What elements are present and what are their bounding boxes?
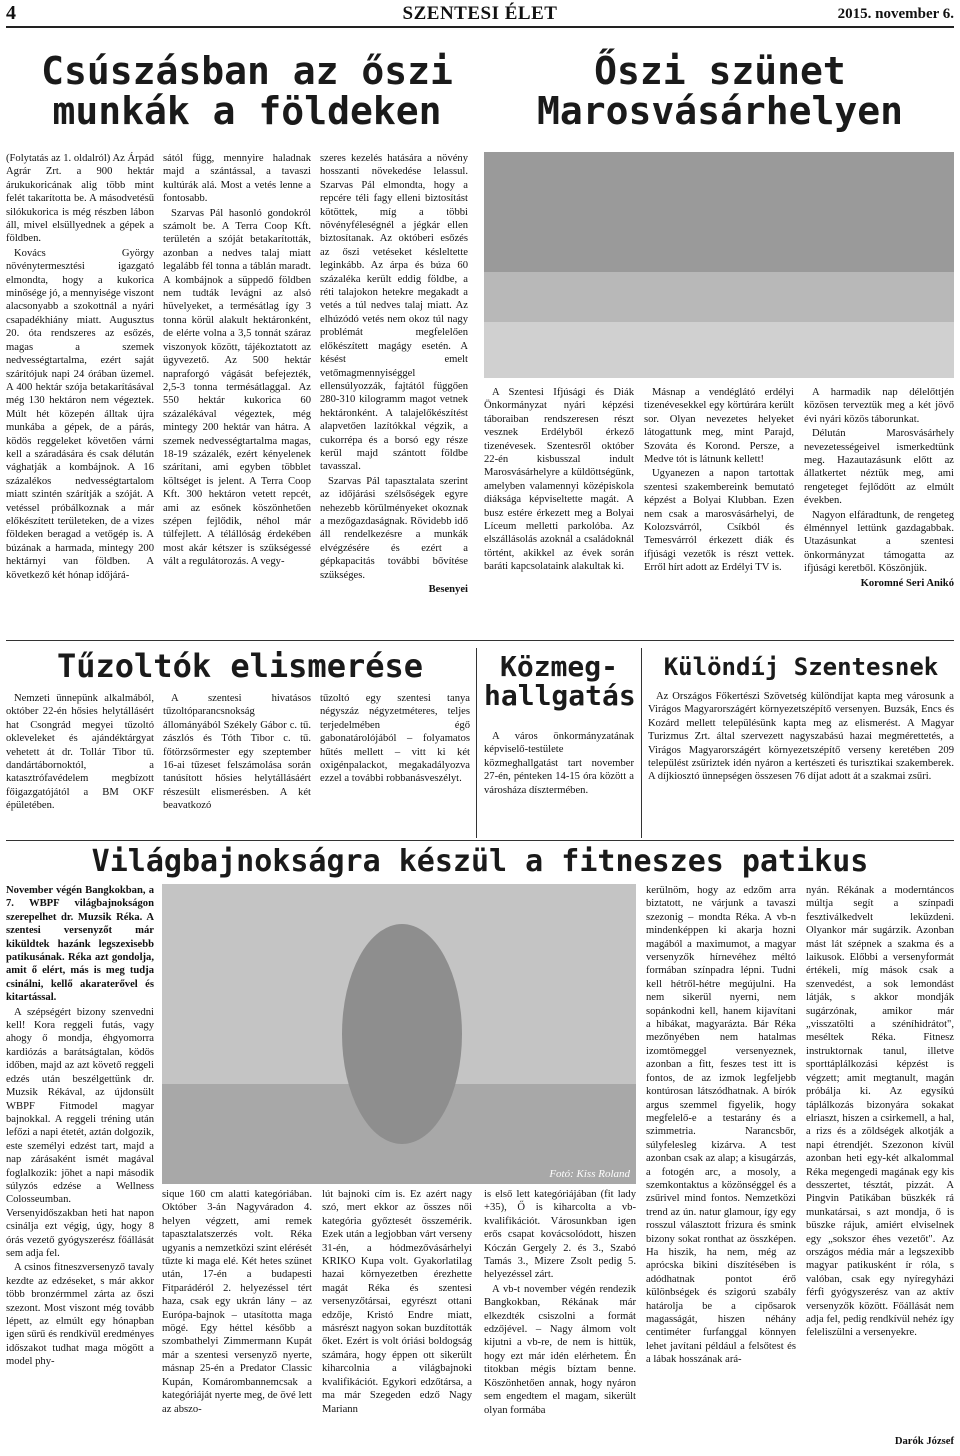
article1-title: [22, 49, 472, 133]
article1-col1-p2: Kovács György növénytermesztési igazgató elmondta, hogy a kukorica minősége jó, a mennyisége viszont alacsonyabb a szokottnál a nyári csapadékhiány miatt. Augusztus 20. óta rendszeres az esőzés, magas a szemek nedvességtartalma, ezért saját szárítójuk napi 24 órában üzemel. A 400 hektár szója betakarításával még 130 hektáron nem végeztek. Múlt hét közepén álltak újra munkába a gépek, de a párás, ködös reggeleket követően várni kell a száradására és csak délután vághatják a kombájnok. A 16 százalékos nedvességtartalom miatt szintén szárítják a szóját. A vetéssel próbálkoznak a már előkészített területeken, de a vizes földeken beragad a vetőgép is. A búzának a harmada, mintegy 200 hektárnyi van földben. A következő két hónap időjárá-: [6, 247, 154, 581]
article6-col4-lower-p2: A vb-t november végén rendezik Bangkokban, Rékának már elkezdték csiszolni a formát edzőjével. – Nagy álmom volt kijutni a vb-re, de nem is hittük, hogy ezt már idén elérhetem. Én titokban mégis bíztam benne. Köszönhetően annak, hogy nyáron sem engedtem el magam, sikerült olyan formába: [484, 1283, 636, 1416]
page-number: 4: [6, 2, 16, 24]
article2-col3-p3: Nagyon elfáradtunk, de rengeteg élménnyel lettünk gazdagabbak. Utazásunkat a szentesi önkormányzat támogatta az ifjúsági keretből. Köszönjük.: [804, 509, 954, 575]
paper-name: SZENTESI ÉLET: [402, 3, 558, 24]
article6-col5-p: nyán. Rékának a moderntáncos múltja segít a színpadi fesztiválkedvelt leküzdeni. Olyankor már sugárzik. Azonban mást lát szépnek a szakma és a laikusok. Előbbi a versenyformát értékeli, míg mások csak a szenvedést, a sok lemondást látják, s akkor mondják sugárzónak, amikor már „visszatölti a széníhidrátot", meséltek Réka. Fitnesz instruktornak tanul, illetve sporttáplálkozási képzést is végzett; amit megtanult, magán próbálja ki. Az egysíkú táplálkozás bizonyára sokakat elriaszt, hiszen a csirkemell, a hal, a rizs és a zöldségek alkotják a napi étrendjét. Szezonon kívül azonban heti egy-két alkalommal Réka megengedi magának egy kis desszertet, tésztát, pizzát. A Pingvin Patikában büszkék rá munkatársai, s azt mondja, ő is büszke rájuk, amiért elviselnek egy „sokszor éhes vezetőt". Az országos média már a legszexibb magyar patikusként ír róla, s valóban, csak egy nyíregyházi férfi gyógyszerész van az aktív versenyzők között. Főállását nem adja fel, pedig rendkívül nehéz így feleliszülni a versenyekre.: [806, 885, 954, 1339]
article6-col1: [6, 884, 154, 1454]
article2-col3: [804, 386, 954, 631]
article1-title-line1: Csúszásban az őszi: [41, 49, 453, 93]
article2-title-line1: Őszi szünet: [594, 49, 846, 93]
article1-col3-p2: Szarvas Pál tapasztalata szerint az időjárási szélsőségek egyre nehezebb körülményeket okoznak a mezőgazdaságnak. Rövidebb idő áll rendelkezésre a munkák elvégzésére és ezért a gépkapacitás további bővítése szükséges.: [320, 475, 468, 581]
article6-col4-lower-p1: is első lett kategóriájában (fit lady +35), Ő is kiharcolta a vb-kvalifikációt. Városunkban igen erős csapat kovácsolódott, hiszen Kóczán Gergely 2. és 3., Szabó Tamás 3., Mizere Zsolt pedig 5. helyezéssel zárt.: [484, 1189, 636, 1281]
article3-col3-p: tűzoltó egy szentesi tanya négyszáz négyzetméteres, teljes terjedelmében égő gabonatárolójából – folyamatos hűtés mellett – vitt ki két oxigénpalackot, megakadályozva ezzel a további robbanásveszélyt.: [320, 693, 470, 785]
group-photo: [484, 152, 954, 378]
fitness-photo: [162, 884, 636, 1184]
article3-col1-p: Nemzeti ünnepünk alkalmából, október 22-én hősies helytállásért hat Csongrád megyei tűzoltó okleveleket és ajándéktárgyat vehetett át dr. Tollár Tibor tű. dandártábornoktól, a katasztrófavédelem megbízott főigazgatójától a BM OKF épületében.: [6, 693, 154, 812]
article3-title: Tűzoltók elismerése: [56, 647, 424, 685]
article6-col3-p: lút bajnoki cím is. Ez azért nagy szó, mert ekkor az összes női kategória győztesét összemérik. Ezek után a legjobban várt verseny 31-én, a hódmezővásárhelyi KRIKO Kupa volt. Gyakorlatilag hazai környezetben érezhette magát Réka és szentesi versenyzőtársai, egyrészt ottani edzője, Kristó Endre miatt, másrészt nagyon sokan buzdították őket. Ezért is volt óriási boldogság számára, hogy éppen ott sikerült kiharcolnia a világbajnoki kvalifikációt. Egykori edzőtársa, a ma már Szegeden edző Nagy Mariann: [322, 1189, 472, 1415]
article2-title-line2: Marosvásárhelyen: [536, 88, 904, 133]
article3-col2: [163, 692, 311, 832]
article6-col2: [162, 1188, 312, 1454]
article1-signature: Besenyei: [428, 584, 468, 595]
article6-col3: [322, 1188, 472, 1454]
article6-col1-p1: A szépségért bizony szenvedni kell! Kora reggeli futás, vagy ahogy ő mondja, éhgyomorra kardiózás a barátságtalan, ködös időben, majd az azt követő reggeli edzés után beszélgettünk dr. Muzsik Rékával, az újdonsült WBPF Fitmodel magyar bajnokkal. A reggeli tréning után lefőzi a napi étetét, aztán dolgozik, este személyi edzést tart, majd a nap zárásaként ismét magával foglalkozik: jöhet a napi második súlyzós edzése a Wellness Colosseumban. Versenyidőszakban heti hat napon csinálja ezt végig, úgy, hogy 8 órás vezető gyógyszerész főállását sem adja fel.: [6, 1006, 154, 1259]
article2-title: [485, 49, 955, 133]
photo-caption: Fotó: Kiss Roland: [549, 1168, 630, 1180]
article3-col3: [320, 692, 470, 832]
article6-title: Világbajnokságra készül a fitneszes patikus: [91, 844, 869, 879]
divider-top: [6, 640, 954, 641]
article3-col1: [6, 692, 154, 832]
divider-v2: [641, 648, 642, 838]
masthead: [6, 0, 954, 28]
article4-body-p: A város önkormányzatának képviselő-testülete közmeghallgatást tart november 27-én, pénteken 14-15 óra között a városháza dísztermében.: [484, 731, 634, 796]
article1-col2-p1: sától függ, mennyire haladnak majd a szántással, a tavaszi kultúrák alá. Most a vetés lenne a fontosabb.: [163, 153, 311, 205]
article4-title-line2: hallgatás: [484, 679, 636, 713]
article4-title-line1: Közmeg-: [499, 650, 618, 683]
article6-signature: Darók József: [894, 1436, 954, 1447]
article3-col2-p: A szentesi hivatásos tűzoltóparancsnokság állományából Székely Gábor c. tű. zászlós és Tóth Tibor c. tű. főtörzsőrmester egy szeptember 16-ai tűzeset felszámolása során tanúsított hősies helytállásáért részesült elismerésben. A két beavatkozó: [163, 693, 311, 812]
article2-col3-p1: A harmadik nap délelőttjén közösen terveztük meg a két jövő évi nyári közös táborunkat.: [804, 387, 954, 425]
article2-col2-p2: Ugyanezen a napon tartottak szentesi szakembereink bemutató képzést a Bolyai Klubban. Ezen nem csak a marosvásárhelyi, de Kolozsvárról, Csíkból és Temesvárról érkezett diák és ifjúsági vezetők is részt vettek. Erről hírt adott az Erdélyi TV is.: [644, 468, 794, 574]
article6-col2-p: sique 160 cm alatti kategóriában. Október 3-án Nagyváradon 4. helyen végzett, ami remek tapasztalatszerzés volt. Réka ugyanis a nemzetközi szint elérését tűzte ki maga elé. Két hetes szünet után, 17-én a budapesti Fitparádéról 2. helyezéssel tért haza, csak egy ukrán lány – az Európa-bajnok – utasította maga mögé. Egy héttel később a szombathelyi Zimmermann Kupát már a szentesi versenyző nyerte, másnap 25-én a Predator Classic Kupán, Komárombannemcsak a kategóriáját nyerte meg, de övé lett az abszo-: [162, 1189, 312, 1415]
divider-v1: [476, 648, 477, 838]
article2-col3-p2: Délután Marosvásárhely nevezetességeivel ismerkedtünk meg. Hazautazásunk előtt az állatkertet néztük meg, ami rengeteget fejlődött az elmúlt években.: [804, 428, 954, 507]
article6-lead: November végén Bangkokban, a 7. WBPF világbajnokságon szerepelhet dr. Muzsik Réka. A szentesi versenyzőt már kiküldtek hazánk legszexisebb patikusának. Réka azt gondolja, amit ő elért, más is meg tudja csinálni, kellő akaraterővel és kitartással.: [6, 885, 154, 1004]
divider-mid: [6, 840, 954, 841]
article5-body: [648, 690, 954, 830]
article2-signature: Koromné Seri Anikó: [860, 577, 954, 589]
article1-col2-p2: Szarvas Pál hasonló gondokról számolt be. A Terra Coop Kft. területén a szóját betakarították, azonban a nedves talaj miatt legalább fél tonna a táblán maradt. A kombájnok a süppedő földben nem tudták levágni az alsó hüvelyeket, a termésátlag így 3 tonna körül alakult hektáronként, de elérte volna a 3,5 tonnát száraz viszonyok között, tájékoztatott az ügyvezető. Az 500 hektár napraforgó vágását befejezték, 2,5-3 tonna termésátlaggal. Az 550 hektár kukorica 60 százalékával végeztek, még mintegy 200 hektár van hátra. A szemek nedvességtartalma magas, 18-19 százalék, ezért kényelenek szárítani, ami egyben többlet költséget is jelent. A Terra Coop Kft. 300 hektáron vetett repcét, ami az esőnek köszönhetően szépen fejlődik, néhol már túlfejlett. A télállóság érdekében most akár kétszer is szükségessé vált a regulátorozás. A vegy-: [163, 207, 311, 568]
article6-col1-p2: A csinos fitneszversenyző tavaly kezdte az edzéseket, s már akkor több bronzérmmel zárta az őszi szezont. Most viszont még tovább lépett, az elmúlt egy hónapban igen sűrű és rendkívül eredményes időszakot tudhat maga mögött a model phy-: [6, 1262, 154, 1368]
article4-title: [484, 652, 634, 711]
article1-col1-p1: (Folytatás az 1. oldalról) Az Árpád Agrár Zrt. a 900 hektár árukukoricának alig több mint felét takarította be. A másodvetésű silókukorica is még részben lábon áll, mivel elsüllyednek a gépek a földben.: [6, 153, 154, 245]
article5-title: Különdíj Szentesnek: [663, 653, 939, 681]
article2-col2: [644, 386, 794, 631]
article6-col4-lower: [484, 1188, 636, 1454]
article2-col2-p1: Másnap a vendéglátó erdélyi tizenévesekkel egy körtúrára került sor. Olyan nevezetes helyeket látogattunk meg, mint Parajd, Szováta és Korond. Persze, a Medve tót is látnunk kellett!: [644, 387, 794, 466]
issue-date: 2015. november 6.: [837, 6, 954, 22]
article1-col3-p1: szeres kezelés hatására a növény hosszanti növekedése lelassul. Szarvas Pál elmondta, hogy a repcére téli fagy elleni biztosítást kötöttek, míg a többi növényféleségnél a jégkár ellen biztosítanak. Az októberi esőzés az őszi vetéseket késleltette leginkább. Az árpa és búza 60 százaléka került eddig földbe, a réti talajokon hetekre megakadt a vetés a túl nedves talaj miatt. Az elhúzódó vetés nem okoz túl nagy problémát megfelelően előkészített magágy esetén. A késést emelt vetőmagmennyiséggel ellensúlyozzák, fajtától függően 280-310 kilogramm magot vetnek hektáronként. A talajelőkészítést alapvetően lazítókkal végzik, a cukorrépa és a borsó egy része kerül majd szántott földbe tavasszal.: [320, 153, 468, 473]
article1-title-line2: munkák a földeken: [52, 88, 442, 133]
article1-col3: [320, 152, 468, 630]
article2-col1: [484, 386, 634, 631]
article6-col5: [806, 884, 954, 1434]
article5-body-p: Az Országos Főkertészi Szövetség különdíjat kapta meg városunk a Virágos Magyarországért környezetszépítő versenyen. Buzsák, Encs és Kozárd mellett településünk kapta meg az elismerést. A Magyar Turizmus Zrt. által szervezett nagyszabású hazai megmérettetés, a Virágos Magyarországért környezetszépítő verseny keretében 209 települést zsűriztek idén nyáron a kertészeti és turisztikai szakemberek. A díjkiosztó ünnepségen összesen 76 díjat adott át a szakmai zsűri.: [648, 691, 954, 783]
article1-col1: [6, 152, 154, 630]
group-photo-illustration: [484, 152, 954, 378]
article6-col4-upper: [646, 884, 796, 1454]
article2-col1-p1: A Szentesi Ifjúsági és Diák Önkormányzat nyári képzési táboraiban rendszeresen részt vesznek Erdélyből érkező tizenévesek. Szentesről október 22-én kisbusszal indult Marosvásárhelyre a küldöttségünk, amelyben valamennyi középiskola diáksága képviseltette magát. A busz estére érkezett meg a Bolyai Líceum melletti parkolóba. Az elszállásolás azoknál a családoknál történt, akikkel az évek során baráti kapcsolataink alakultak ki.: [484, 387, 634, 573]
fitness-photo-illustration: [162, 884, 636, 1184]
article1-col2: [163, 152, 311, 630]
article6-col4-upper-p: kerülnöm, hogy az edzőm arra biztatott, ne várjunk a tavaszi szezonig – mondta Réka. A vb-n mindenképpen ki akarja hozni magából a maximumot, a magyar versenyzők hírnevéhez méltó formában színpadra lépni. Tudni kell hétről-hétre megújulni. Ha nem sikerül nyerni, nem sopánkodni kell, hanem kijavítani a hibákat, magyarázta. Bár Réka mezőnyében nem hatalmas izomtömeggel versenyeznek, azonban a fitt, feszes test itt is fontos, de az izmok legfeljebb kontúrosan látszódhatnak. A bírók argus szemmel figyelik, hogy megfelelő-e a testarány és a szimmetria. Narancsbőr, súlyfelesleg kizárva. A test azonban csak az alap; a kisugárzás, a fotogén arc, a mosoly, a szemkontaktus a közönséggel és a zsűrivel mind fontos. Nemzetközi trend az ún. natur glamour, így egy rosszul választott frizura és smink bizony sokat ronthat az összképen. Ha hiszik, ha nem, még az aprócska bikini díszítésében is adódhatnak pontot érő különbségek és szigorú szabály határolja be a cipősarok magasságát, hiszen néhány centiméter furfanggal könnyen lehet javítani például a felsőtest és a lábak hosszának ará-: [646, 885, 796, 1366]
article4-body: [484, 730, 634, 830]
